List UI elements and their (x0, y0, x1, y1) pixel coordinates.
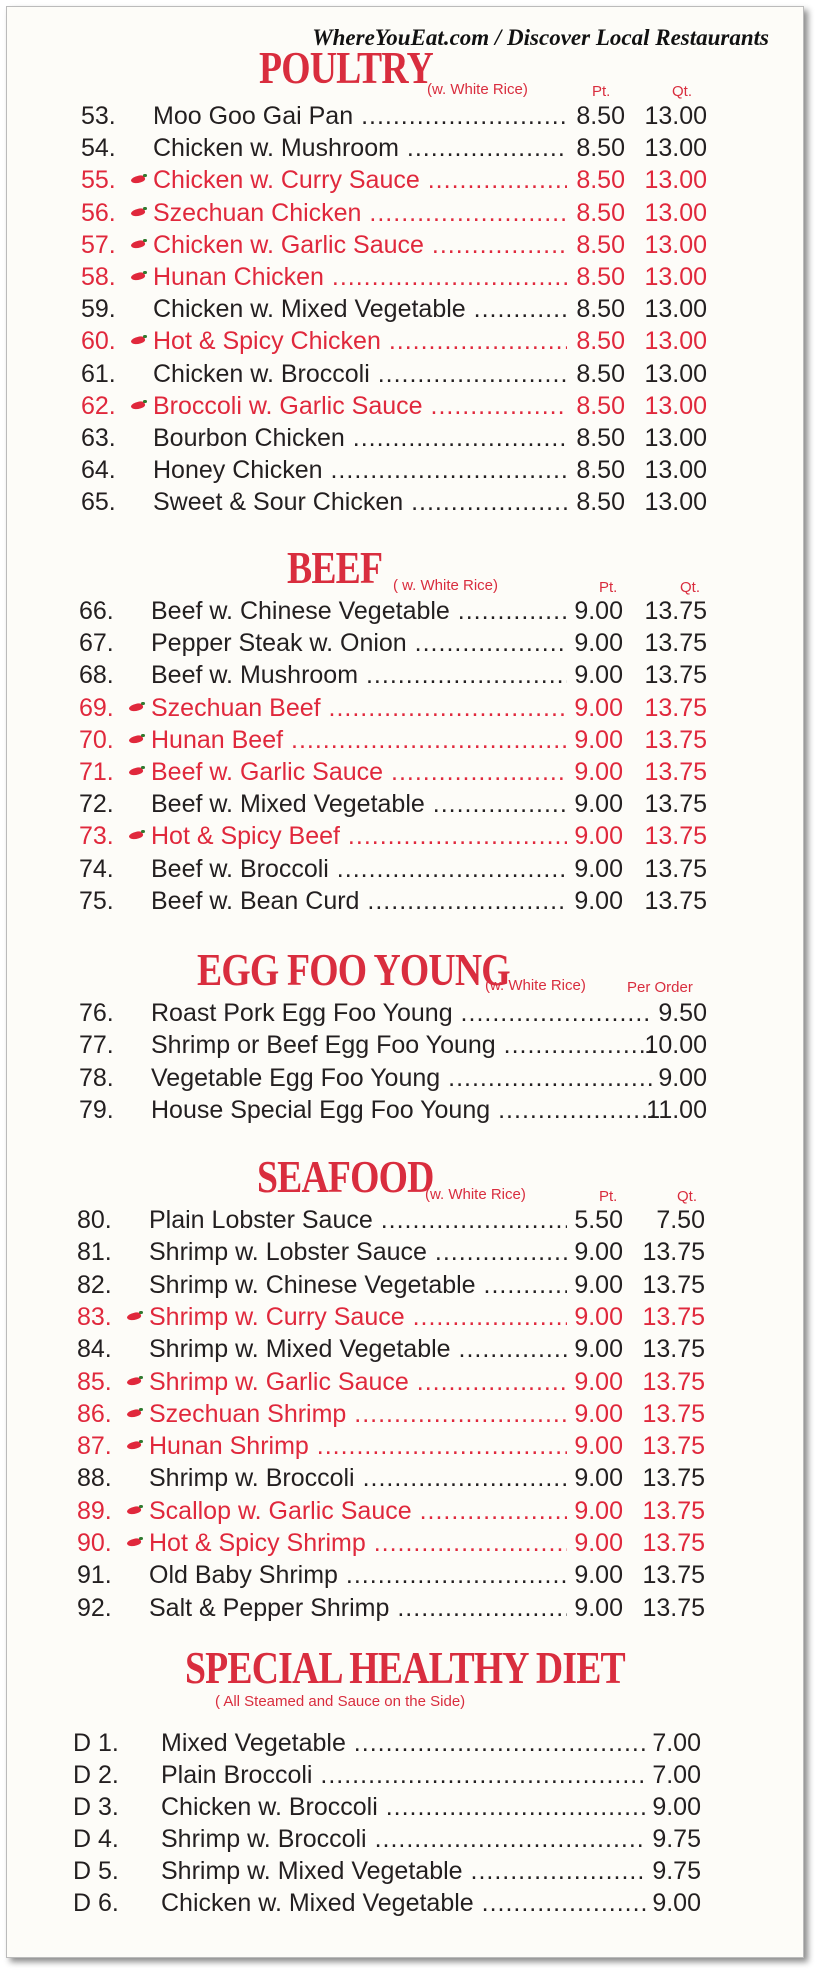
item-price-quart: 13.75 (644, 597, 707, 625)
item-name: Roast Pork Egg Foo Young ..... (151, 997, 653, 1029)
item-name: Salt & Pepper Shrimp ..... (149, 1592, 567, 1624)
item-price-quart: 13.00 (644, 456, 707, 485)
item-price-quart: 13.75 (644, 629, 707, 658)
item-price-pint: 9.00 (574, 1335, 623, 1364)
item-number: 66. (79, 597, 114, 625)
item-price-pint: 9.00 (574, 822, 623, 851)
item-price-quart: 13.75 (644, 725, 707, 754)
item-price-quart: 13.75 (642, 1561, 705, 1590)
item-price-pint: 8.50 (576, 424, 625, 452)
menu-item (79, 724, 707, 756)
section-title: SPECIAL HEALTHY DIET (185, 1642, 625, 1693)
item-name: Chicken w. Garlic Sauce ..... (153, 229, 567, 261)
section-subtitle: (w. White Rice) (485, 977, 586, 994)
hot-pepper-icon (125, 1441, 143, 1451)
item-price-quart: 13.75 (644, 758, 707, 786)
item-number: 64. (81, 456, 116, 485)
hot-pepper-icon (129, 240, 147, 250)
item-number: 68. (79, 661, 114, 690)
item-price-pint: 8.50 (576, 230, 625, 259)
item-name: Chicken w. Broccoli ..... (161, 1791, 647, 1823)
item-number: 62. (81, 391, 116, 420)
item-name: Vegetable Egg Foo Young ..... (151, 1062, 653, 1094)
item-name: Sweet & Sour Chicken ..... (153, 486, 567, 518)
item-name: Beef w. Chinese Vegetable ..... (151, 595, 567, 627)
item-name: House Special Egg Foo Young ..... (151, 1094, 653, 1126)
menu-item (77, 1559, 705, 1591)
item-price-pint: 9.00 (574, 886, 623, 915)
item-number: 78. (79, 1063, 114, 1092)
menu-item (77, 1430, 705, 1462)
menu-item (81, 325, 707, 357)
item-price: 7.00 (652, 1761, 701, 1789)
hot-pepper-icon (127, 703, 145, 713)
item-name: Pepper Steak w. Onion ..... (151, 627, 567, 659)
menu-item (81, 197, 707, 229)
item-price-quart: 13.00 (644, 166, 707, 195)
item-name: Chicken w. Mushroom ..... (153, 132, 567, 164)
item-number: 69. (79, 693, 114, 722)
item-name: Chicken w. Curry Sauce ..... (153, 164, 567, 196)
item-number: D 1. (73, 1729, 119, 1757)
item-price-pint: 8.50 (576, 102, 625, 130)
item-price-quart: 13.00 (644, 327, 707, 356)
section-subtitle: (w. White Rice) (425, 1186, 526, 1203)
menu-item (73, 1823, 701, 1855)
item-price-quart: 13.75 (644, 886, 707, 915)
menu-item (77, 1398, 705, 1430)
item-number: 90. (77, 1529, 112, 1557)
item-name: Moo Goo Gai Pan ..... (153, 100, 567, 132)
section-subtitle: ( All Steamed and Sauce on the Side) (215, 1693, 466, 1710)
menu-item (81, 229, 707, 261)
item-price-pint: 8.50 (576, 198, 625, 227)
item-name: Chicken w. Mixed Vegetable ..... (161, 1887, 647, 1919)
item-number: 55. (81, 166, 116, 195)
item-number: D 2. (73, 1761, 119, 1789)
item-price-quart: 13.75 (642, 1399, 705, 1428)
item-price-quart: 13.75 (644, 822, 707, 851)
item-number: 92. (77, 1593, 112, 1622)
item-price-pint: 8.50 (576, 391, 625, 420)
section-subtitle: ( w. White Rice) (393, 577, 499, 594)
item-price-quart: 13.75 (642, 1367, 705, 1396)
item-number: 74. (79, 854, 114, 883)
item-price-pint: 9.00 (574, 1302, 623, 1331)
menu-item (77, 1366, 705, 1398)
item-name: Plain Lobster Sauce ..... (149, 1204, 567, 1236)
menu-item (79, 659, 707, 691)
menu-item (77, 1204, 705, 1236)
item-price: 9.00 (652, 1793, 701, 1821)
item-price: 9.00 (652, 1889, 701, 1917)
menu-item (79, 997, 707, 1029)
item-price-pint: 9.00 (574, 854, 623, 883)
item-name: Beef w. Mushroom ..... (151, 659, 567, 691)
menu-item (81, 261, 707, 293)
item-price-quart: 13.75 (642, 1335, 705, 1364)
column-header-quart: Qt. (680, 579, 701, 596)
menu-item (77, 1527, 705, 1559)
item-name: Scallop w. Garlic Sauce ..... (149, 1495, 567, 1527)
menu-item (81, 164, 707, 196)
item-price-pint: 9.00 (574, 1561, 623, 1590)
hot-pepper-icon (129, 336, 147, 346)
item-price-pint: 9.00 (574, 629, 623, 658)
hot-pepper-icon (129, 208, 147, 218)
menu-item (81, 390, 707, 422)
item-price-pint: 9.00 (574, 1496, 623, 1525)
item-name: Beef w. Broccoli ..... (151, 853, 567, 885)
menu-item (79, 692, 707, 724)
item-name: Szechuan Shrimp ..... (149, 1398, 567, 1430)
menu-item (79, 756, 707, 788)
section-title: POULTRY (259, 42, 433, 93)
column-header-quart: Per Order (627, 979, 693, 996)
item-price-pint: 9.00 (574, 758, 623, 786)
item-number: 54. (81, 134, 116, 163)
item-number: D 5. (73, 1857, 119, 1885)
item-price-quart: 7.50 (656, 1206, 705, 1234)
menu-item (73, 1855, 701, 1887)
item-price-pint: 9.00 (574, 1464, 623, 1493)
item-number: 61. (81, 359, 116, 388)
item-price-quart: 13.00 (644, 391, 707, 420)
item-name: Szechuan Chicken ..... (153, 197, 567, 229)
column-header-quart: Qt. (677, 1188, 698, 1205)
menu-item (79, 627, 707, 659)
site-watermark: WhereYouEat.com / Discover Local Restaurants (312, 25, 769, 50)
column-header-pint: Pt. (599, 1188, 618, 1205)
item-number: 83. (77, 1302, 112, 1331)
menu-item (79, 820, 707, 852)
menu-item (77, 1301, 705, 1333)
hot-pepper-icon (127, 831, 145, 841)
menu-item (73, 1727, 701, 1759)
item-number: 56. (81, 198, 116, 227)
item-number: 67. (79, 629, 114, 658)
item-price-pint: 8.50 (576, 295, 625, 324)
item-price-pint: 9.00 (574, 790, 623, 819)
item-name: Hunan Shrimp ..... (149, 1430, 567, 1462)
item-price-pint: 9.00 (574, 1270, 623, 1299)
item-name: Hot & Spicy Shrimp ..... (149, 1527, 567, 1559)
item-price-quart: 13.75 (642, 1496, 705, 1525)
item-number: D 4. (73, 1825, 119, 1853)
item-price-quart: 13.00 (644, 198, 707, 227)
menu-item (81, 358, 707, 390)
item-number: 91. (77, 1561, 112, 1590)
item-price-quart: 13.75 (642, 1529, 705, 1557)
item-number: 72. (79, 790, 114, 819)
item-name: Shrimp w. Lobster Sauce ..... (149, 1236, 567, 1268)
section-title: BEEF (287, 542, 383, 593)
menu-item (79, 885, 707, 917)
item-price-quart: 13.00 (644, 230, 707, 259)
item-name: Broccoli w. Garlic Sauce ..... (153, 390, 567, 422)
item-price-pint: 9.00 (574, 725, 623, 754)
column-header-pint: Pt. (592, 83, 611, 100)
item-name: Szechuan Beef ..... (151, 692, 567, 724)
item-number: 87. (77, 1432, 112, 1461)
item-number: 65. (81, 488, 116, 517)
item-price-pint: 8.50 (576, 359, 625, 388)
item-name: Hunan Chicken ..... (153, 261, 567, 293)
menu-item (79, 1062, 707, 1094)
item-price-quart: 13.75 (642, 1593, 705, 1622)
item-price: 11.00 (646, 1095, 707, 1124)
item-number: 53. (81, 102, 116, 130)
item-name: Bourbon Chicken ..... (153, 422, 567, 454)
item-number: 57. (81, 230, 116, 259)
item-price-quart: 13.75 (642, 1270, 705, 1299)
item-price-pint: 9.00 (574, 1432, 623, 1461)
item-number: 88. (77, 1464, 112, 1493)
item-price-quart: 13.75 (642, 1302, 705, 1331)
menu-item (79, 853, 707, 885)
menu-item (81, 100, 707, 132)
section-title: EGG FOO YOUNG (197, 944, 510, 995)
item-number: 76. (79, 999, 114, 1027)
item-number: 71. (79, 758, 114, 786)
item-price-pint: 9.00 (574, 1367, 623, 1396)
item-price-quart: 13.75 (644, 693, 707, 722)
menu-item (79, 1094, 707, 1126)
item-number: 82. (77, 1270, 112, 1299)
column-header-pint: Pt. (599, 579, 618, 596)
item-name: Shrimp w. Garlic Sauce ..... (149, 1366, 567, 1398)
item-price-quart: 13.00 (644, 102, 707, 130)
item-price-pint: 9.00 (574, 1529, 623, 1557)
menu-item (73, 1791, 701, 1823)
item-name: Shrimp w. Broccoli ..... (149, 1462, 567, 1494)
item-number: 73. (79, 822, 114, 851)
hot-pepper-icon (127, 767, 145, 777)
column-header-quart: Qt. (672, 83, 693, 100)
item-price-pint: 8.50 (576, 456, 625, 485)
item-name: Beef w. Garlic Sauce ..... (151, 756, 567, 788)
hot-pepper-icon (125, 1409, 143, 1419)
item-price: 9.50 (658, 999, 707, 1027)
section-subtitle: (w. White Rice) (427, 81, 528, 98)
item-price-pint: 8.50 (576, 134, 625, 163)
menu-item (77, 1592, 705, 1624)
menu-item (77, 1462, 705, 1494)
item-name: Chicken w. Broccoli ..... (153, 358, 567, 390)
item-name: Shrimp w. Broccoli ..... (161, 1823, 647, 1855)
item-price-quart: 13.75 (642, 1238, 705, 1267)
item-name: Shrimp w. Chinese Vegetable ..... (149, 1269, 567, 1301)
item-number: 84. (77, 1335, 112, 1364)
section-title: SEAFOOD (257, 1151, 434, 1202)
menu-page (6, 6, 804, 1958)
item-name: Honey Chicken ..... (153, 454, 567, 486)
item-price: 7.00 (652, 1729, 701, 1757)
item-number: 77. (79, 1031, 114, 1060)
item-price: 9.00 (658, 1063, 707, 1092)
menu-item (73, 1759, 701, 1791)
item-name: Hunan Beef ..... (151, 724, 567, 756)
menu-item (81, 486, 707, 518)
item-price-quart: 13.75 (644, 661, 707, 690)
menu-item (73, 1887, 701, 1919)
hot-pepper-icon (125, 1506, 143, 1516)
item-name: Chicken w. Mixed Vegetable ..... (153, 293, 567, 325)
item-price-pint: 8.50 (576, 263, 625, 291)
item-name: Shrimp or Beef Egg Foo Young ..... (151, 1029, 653, 1061)
item-price-quart: 13.00 (644, 424, 707, 452)
item-price-quart: 13.75 (644, 854, 707, 883)
item-price-pint: 9.00 (574, 693, 623, 722)
item-price-pint: 8.50 (576, 488, 625, 517)
hot-pepper-icon (129, 272, 147, 282)
item-number: 79. (79, 1095, 114, 1124)
menu-item (79, 1029, 707, 1061)
item-name: Shrimp w. Mixed Vegetable ..... (149, 1333, 567, 1365)
hot-pepper-icon (127, 735, 145, 745)
item-price-quart: 13.00 (644, 295, 707, 324)
item-price-pint: 5.50 (574, 1206, 623, 1234)
item-number: 59. (81, 295, 116, 324)
menu-item (77, 1333, 705, 1365)
item-name: Old Baby Shrimp ..... (149, 1559, 567, 1591)
hot-pepper-icon (125, 1377, 143, 1387)
item-price: 9.75 (652, 1825, 701, 1853)
item-price-pint: 9.00 (574, 661, 623, 690)
menu-item (81, 454, 707, 486)
hot-pepper-icon (125, 1538, 143, 1548)
menu-item (81, 422, 707, 454)
item-number: D 3. (73, 1793, 119, 1821)
item-number: 75. (79, 886, 114, 915)
item-price-pint: 9.00 (574, 1593, 623, 1622)
item-name: Shrimp w. Mixed Vegetable ..... (161, 1855, 647, 1887)
item-price-quart: 13.00 (644, 359, 707, 388)
item-name: Shrimp w. Curry Sauce ..... (149, 1301, 567, 1333)
item-name: Hot & Spicy Chicken ..... (153, 325, 567, 357)
item-number: D 6. (73, 1889, 119, 1917)
hot-pepper-icon (129, 401, 147, 411)
item-number: 70. (79, 725, 114, 754)
menu-item (77, 1495, 705, 1527)
item-price: 10.00 (644, 1031, 707, 1060)
item-price-quart: 13.75 (642, 1464, 705, 1493)
item-number: 86. (77, 1399, 112, 1428)
item-price-pint: 9.00 (574, 597, 623, 625)
item-price-pint: 8.50 (576, 327, 625, 356)
item-name: Beef w. Bean Curd ..... (151, 885, 567, 917)
hot-pepper-icon (129, 175, 147, 185)
menu-item (81, 293, 707, 325)
item-number: 89. (77, 1496, 112, 1525)
item-number: 58. (81, 263, 116, 291)
item-price-pint: 8.50 (576, 166, 625, 195)
menu-item (79, 595, 707, 627)
hot-pepper-icon (125, 1312, 143, 1322)
item-price-quart: 13.00 (644, 263, 707, 291)
item-price: 9.75 (652, 1857, 701, 1885)
menu-item (81, 132, 707, 164)
item-price-pint: 9.00 (574, 1399, 623, 1428)
item-number: 81. (77, 1238, 112, 1267)
item-price-quart: 13.00 (644, 488, 707, 517)
menu-item (77, 1269, 705, 1301)
item-number: 80. (77, 1206, 112, 1234)
item-price-quart: 13.75 (644, 790, 707, 819)
item-number: 60. (81, 327, 116, 356)
item-number: 63. (81, 424, 116, 452)
item-name: Plain Broccoli ..... (161, 1759, 647, 1791)
item-price-pint: 9.00 (574, 1238, 623, 1267)
item-number: 85. (77, 1367, 112, 1396)
item-name: Beef w. Mixed Vegetable ..... (151, 788, 567, 820)
item-price-quart: 13.00 (644, 134, 707, 163)
item-name: Hot & Spicy Beef ..... (151, 820, 567, 852)
item-price-quart: 13.75 (642, 1432, 705, 1461)
menu-item (77, 1236, 705, 1268)
menu-item (79, 788, 707, 820)
item-name: Mixed Vegetable ..... (161, 1727, 647, 1759)
